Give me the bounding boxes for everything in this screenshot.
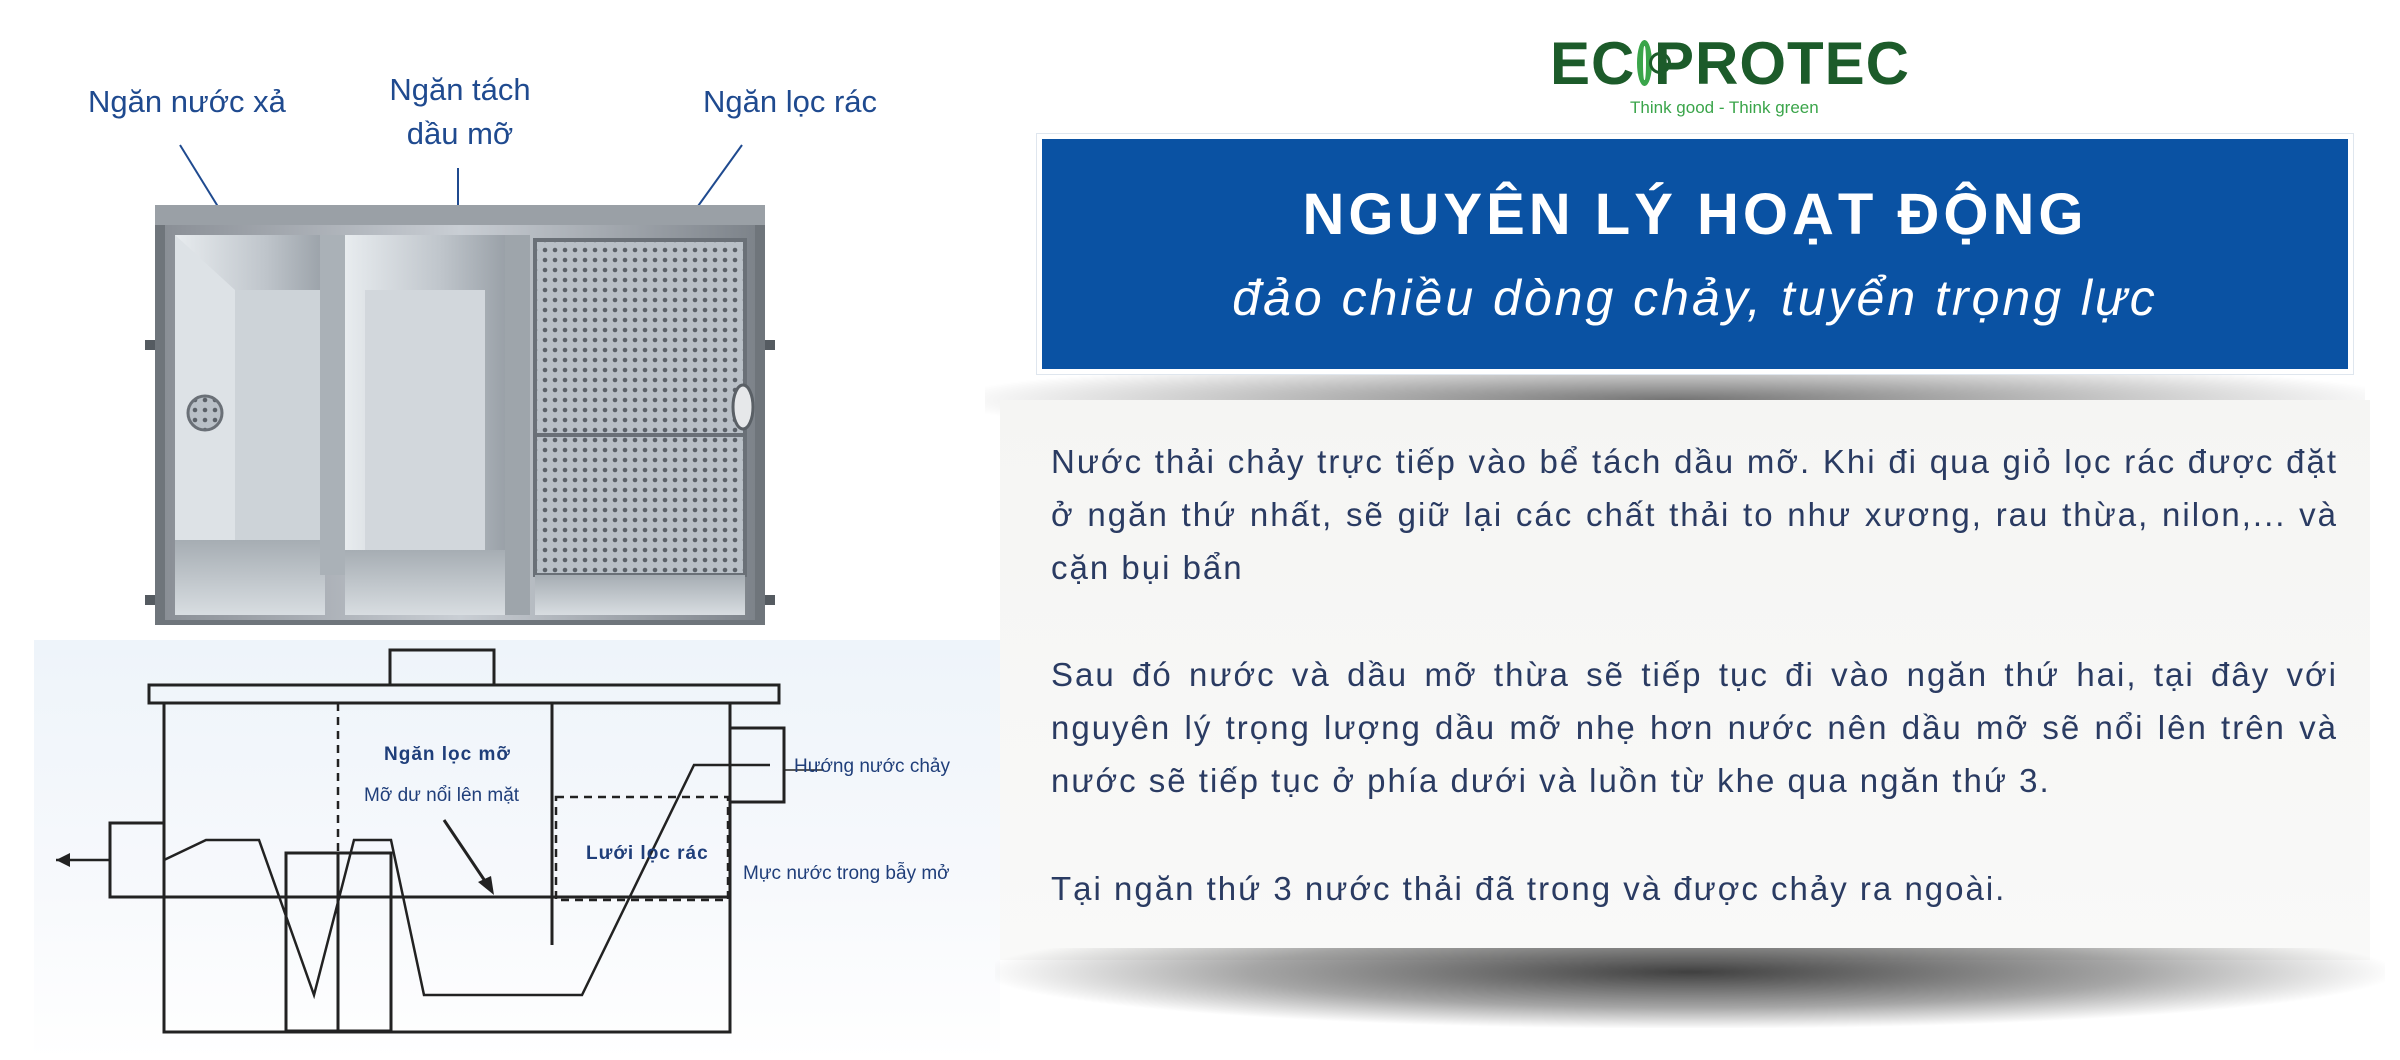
label-trash-chamber: Ngăn lọc rác — [703, 84, 878, 119]
label-grease-chamber-line2: dầu mỡ — [406, 116, 514, 151]
drain-outlet — [188, 396, 222, 430]
schematic-lid-handle — [390, 650, 494, 685]
trash-basket — [535, 240, 745, 575]
tank-photo — [140, 195, 780, 630]
schematic-label-flow-direction: Hướng nước chảy — [794, 756, 950, 777]
ecoprotec-logo — [1550, 28, 1910, 123]
schematic-label-floating-grease: Mỡ dư nổi lên mặt — [364, 785, 520, 806]
logo-text-post: PROTEC — [1653, 29, 1910, 97]
schematic-label-trash-screen: Lưới lọc rác — [586, 843, 709, 864]
schematic-label-water-level: Mực nước trong bẫy mở — [743, 863, 950, 884]
body-paragraph-2: Sau đó nước và dầu mỡ thừa sẽ tiếp tục đi vào ngăn thứ hai, tại đây với nguyên lý trọng lượng dầu mỡ nhẹ hơn nước nên dầu mỡ sẽ nổi lên trên và nước sẽ tiếp tục ở phía dưới và luồn từ khe qua ngăn thứ 3. — [1051, 656, 2338, 799]
inlet-pipe — [733, 385, 753, 429]
logo-tagline: Think good - Think green — [1630, 98, 1819, 117]
logo-text-pre: EC — [1550, 29, 1636, 97]
schematic-grease-arrow — [478, 876, 494, 895]
schematic-outlet-pipe — [110, 823, 164, 897]
title-banner — [1037, 134, 2353, 374]
bottom-shadow — [995, 948, 2385, 1028]
schematic-panel — [34, 640, 1000, 1060]
schematic-outlet-arrow — [56, 853, 70, 867]
title-main: NGUYÊN LÝ HOẠT ĐỘNG — [1302, 182, 2088, 247]
label-grease-chamber-line1: Ngăn tách — [389, 72, 531, 107]
body-paragraph-3: Tại ngăn thứ 3 nước thải đã trong và được chảy ra ngoài. — [1051, 870, 2007, 907]
logo-ring-icon — [1637, 40, 1652, 86]
title-subtitle: đảo chiều dòng chảy, tuyển trọng lực — [1232, 270, 2158, 326]
schematic-drawing — [34, 640, 1000, 1060]
schematic-lid — [149, 685, 779, 703]
label-drain-chamber: Ngăn nước xả — [88, 84, 286, 119]
body-paragraph-1: Nước thải chảy trực tiếp vào bể tách dầu mỡ. Khi đi qua giỏ lọc rác được đặt ở ngăn thứ nhất, sẽ giữ lại các chất thải to như xương, rau thừa, nilon,... và cặn bụi bẩn — [1051, 443, 2338, 586]
logo-wordmark — [1550, 28, 1910, 98]
schematic-label-grease-filter: Ngăn lọc mỡ — [384, 744, 511, 765]
